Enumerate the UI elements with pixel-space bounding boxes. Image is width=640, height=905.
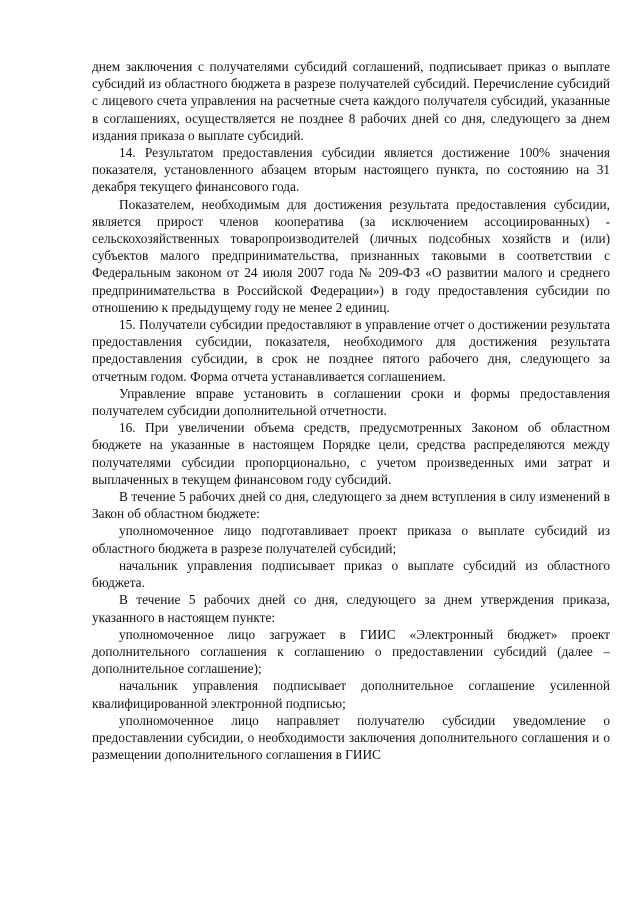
paragraph-5-days-order: В течение 5 рабочих дней со дня, следующего за днем утверждения приказа, указанного в настоящем пункте: — [92, 592, 610, 625]
paragraph-5-days-law: В течение 5 рабочих дней со дня, следующего за днем вступления в силу изменений в Закон об областном бюджете: — [92, 489, 610, 522]
paragraph-continuation: днем заключения с получателями субсидий соглашений, подписывает приказ о выплате субсидий из областного бюджета в разрезе получателей субсидий. Перечисление субсидий с лицевого счета управления на расчетные счета каждого получателя субсидий, указанные в соглашениях, осуществляется не позднее 8 рабочих дней со дня, следующего за днем издания приказа о выплате субсидий. — [92, 59, 610, 143]
paragraph-item-15: 15. Получатели субсидии предоставляют в управление отчет о достижении результата предоставления субсидии, показателя, необходимого для достижения результата предоставления субсидии, в срок не позднее пятого рабочего дня, следующего за отчетным годом. Форма отчета устанавливается соглашением. — [92, 317, 610, 384]
document-page — [92, 58, 610, 763]
paragraph-notify-recipient: уполномоченное лицо направляет получателю субсидии уведомление о предоставлении субсидии, о необходимости заключения дополнительного соглашения и о размещении дополнительного соглашения в ГИИС — [92, 712, 610, 763]
paragraph-item-14: 14. Результатом предоставления субсидии является достижение 100% значения показателя, установленного абзацем вторым настоящего пункта, по состоянию на 31 декабря текущего финансового года. — [92, 145, 610, 195]
paragraph-sign-agreement: начальник управления подписывает дополнительное соглашение усиленной квалифицированной электронной подписью; — [92, 678, 610, 711]
paragraph-item-16: 16. При увеличении объема средств, предусмотренных Законом об областном бюджете на указанные в настоящем Порядке цели, средства распределяются между получателями субсидии пропорционально, с учетом произведенных ими затрат и выплаченных в текущем финансовом году субсидий. — [92, 420, 610, 487]
paragraph-additional-reporting: Управление вправе установить в соглашении сроки и формы предоставления получателем субсидии дополнительной отчетности. — [92, 385, 610, 419]
paragraph-upload-agreement: уполномоченное лицо загружает в ГИИС «Электронный бюджет» проект дополнительного соглашения к соглашению о предоставлении субсидий (далее – дополнительное соглашение); — [92, 626, 610, 677]
paragraph-indicator: Показателем, необходимым для достижения результата предоставления субсидии, является прирост членов кооператива (за исключением ассоциированных) - сельскохозяйственных товаропроизводителей (личных подсобных хозяйств и (или) субъектов малого предпринимательства, признанных таковыми в соответствии с Федеральным законом от 24 июля 2007 года № 209-ФЗ «О развитии малого и среднего предпринимательства в Российской Федерации») в году предоставления субсидии по отношению к предыдущему году не менее 2 единиц. — [92, 196, 610, 315]
paragraph-sign-order: начальник управления подписывает приказ о выплате субсидий из областного бюджета. — [92, 557, 610, 591]
paragraph-draft-order: уполномоченное лицо подготавливает проект приказа о выплате субсидий из областного бюджета в разрезе получателей субсидий; — [92, 523, 610, 556]
